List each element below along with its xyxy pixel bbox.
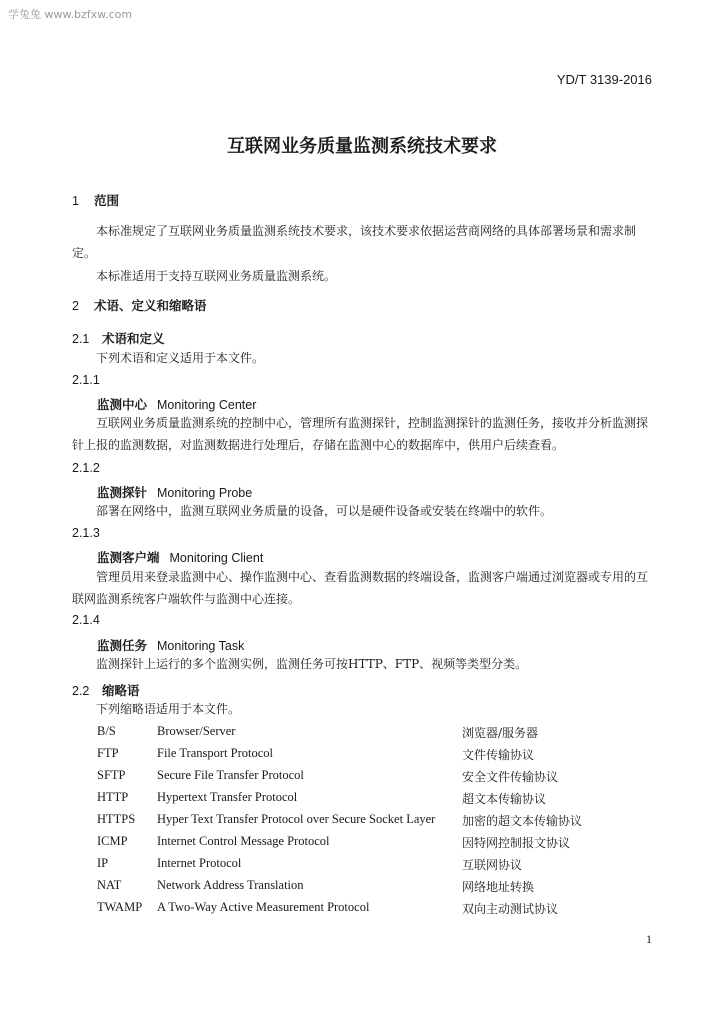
section-number: 2.1 xyxy=(72,332,90,346)
abbreviation: SFTP xyxy=(97,768,126,782)
term-number: 2.1.1 xyxy=(72,373,100,387)
section-number: 1 xyxy=(72,194,79,208)
abbreviation: HTTPS xyxy=(97,812,136,826)
abbreviation-expansion: Internet Control Message Protocol xyxy=(157,834,330,848)
abbreviation-expansion: A Two-Way Active Measurement Protocol xyxy=(157,900,370,914)
abbreviation-chinese: 网络地址转换 xyxy=(462,880,535,894)
section-title: 缩略语 xyxy=(102,683,140,698)
abbreviation: NAT xyxy=(97,878,122,892)
abbreviation-chinese: 浏览器/服务器 xyxy=(462,726,539,740)
term-name-en: Monitoring Client xyxy=(169,551,264,565)
abbreviation: ICMP xyxy=(97,834,128,848)
term-heading xyxy=(97,636,244,654)
term-definition: 管理员用来登录监测中心、操作监测中心、查看监测数据的终端设备，监测客户端通过浏览器或专用的互联网监测系统客户端软件与监测中心连接。 xyxy=(72,570,649,606)
section-number: 2.2 xyxy=(72,684,90,698)
section-title: 术语、定义和缩略语 xyxy=(94,298,207,313)
abbreviation-chinese: 因特网控制报文协议 xyxy=(462,836,571,850)
term-name-en: Monitoring Center xyxy=(157,398,257,412)
terms-intro: 下列术语和定义适用于本文件。 xyxy=(96,351,265,365)
term-name-zh: 监测中心 xyxy=(97,397,148,412)
abbreviation-chinese: 超文本传输协议 xyxy=(462,792,547,806)
abbreviation-expansion: Browser/Server xyxy=(157,724,236,738)
term-heading xyxy=(97,395,256,413)
document-title: 互联网业务质量监测系统技术要求 xyxy=(227,136,497,157)
term-name-en: Monitoring Task xyxy=(157,639,245,653)
scope-paragraph-1: 本标准规定了互联网业务质量监测系统技术要求，该技术要求依据运营商网络的具体部署场景和需求制定。 xyxy=(72,224,637,260)
term-name-zh: 监测任务 xyxy=(97,638,148,653)
term-name-en: Monitoring Probe xyxy=(157,486,253,500)
abbreviation: TWAMP xyxy=(97,900,143,914)
scope-paragraph-2: 本标准适用于支持互联网业务质量监测系统。 xyxy=(96,269,337,283)
term-number: 2.1.4 xyxy=(72,613,100,627)
abbreviation-expansion: File Transport Protocol xyxy=(157,746,273,760)
page-number: 1 xyxy=(646,932,652,946)
term-number: 2.1.3 xyxy=(72,526,100,540)
abbreviation-expansion: Hyper Text Transfer Protocol over Secure Socket Layer xyxy=(157,812,436,826)
term-heading xyxy=(97,483,252,501)
term-name-zh: 监测探针 xyxy=(97,485,148,500)
term-number: 2.1.2 xyxy=(72,461,100,475)
section-2-1-heading xyxy=(72,329,165,347)
abbreviation-expansion: Hypertext Transfer Protocol xyxy=(157,790,298,804)
term-name-zh: 监测客户端 xyxy=(97,550,160,565)
abbreviation: IP xyxy=(97,856,109,870)
watermark: 学兔兔 www.bzfxw.com xyxy=(8,8,133,21)
section-title: 术语和定义 xyxy=(102,331,165,346)
term-definition: 监测探针上运行的多个监测实例，监测任务可按HTTP、FTP、视频等类型分类。 xyxy=(96,657,528,671)
abbreviation: B/S xyxy=(97,724,116,738)
section-2-heading xyxy=(72,296,207,314)
abbreviation-chinese: 互联网协议 xyxy=(462,858,523,872)
term-definition: 部署在网络中，监测互联网业务质量的设备，可以是硬件设备或安装在终端中的软件。 xyxy=(96,504,553,518)
abbreviation-chinese: 加密的超文本传输协议 xyxy=(462,814,583,828)
abbreviation-expansion: Internet Protocol xyxy=(157,856,242,870)
section-number: 2 xyxy=(72,299,79,313)
abbreviations-intro: 下列缩略语适用于本文件。 xyxy=(96,702,241,716)
abbreviation: FTP xyxy=(97,746,119,760)
abbreviation-chinese: 双向主动测试协议 xyxy=(462,902,559,916)
term-heading xyxy=(97,548,263,566)
term-definition: 互联网业务质量监测系统的控制中心，管理所有监测探针，控制监测探针的监测任务，接收并分析监测探针上报的监测数据，对监测数据进行处理后，存储在监测中心的数据库中，供用户后续查看。 xyxy=(72,416,649,452)
abbreviation: HTTP xyxy=(97,790,129,804)
section-title: 范围 xyxy=(94,193,120,208)
abbreviation-chinese: 安全文件传输协议 xyxy=(462,770,559,784)
abbreviation-chinese: 文件传输协议 xyxy=(462,748,535,762)
abbreviation-expansion: Secure File Transfer Protocol xyxy=(157,768,304,782)
section-2-2-heading xyxy=(72,681,140,699)
document-number: YD/T 3139-2016 xyxy=(556,72,652,87)
section-1-heading xyxy=(72,191,119,209)
abbreviation-expansion: Network Address Translation xyxy=(157,878,304,892)
